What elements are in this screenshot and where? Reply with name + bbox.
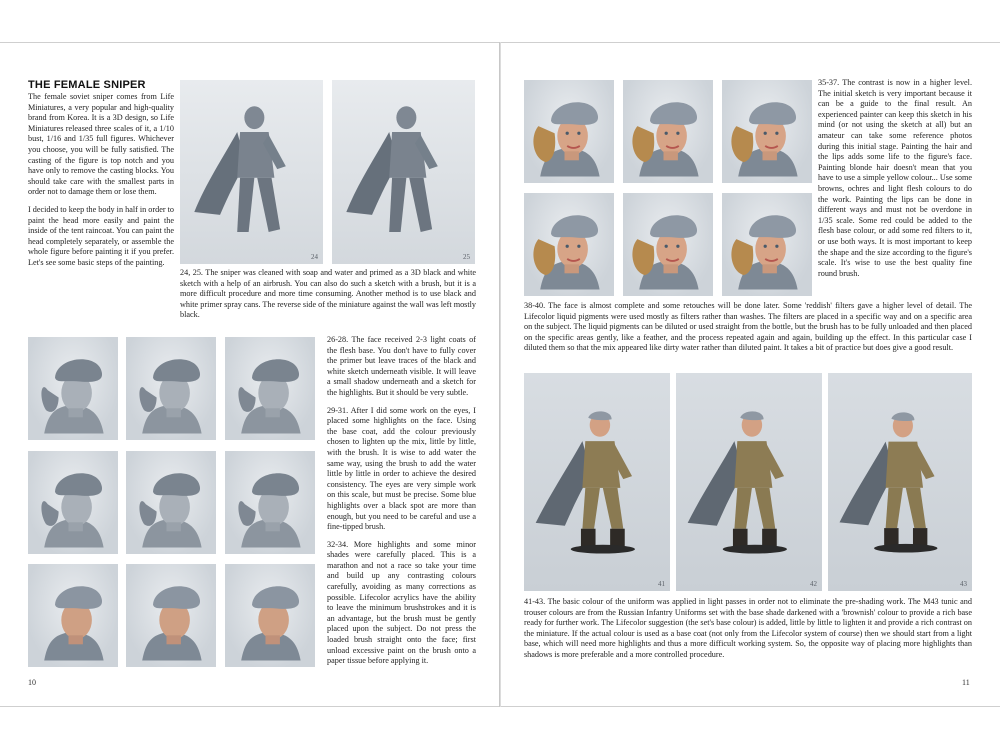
head-image xyxy=(28,564,118,667)
head-image xyxy=(28,337,118,440)
photo-head xyxy=(126,337,216,440)
photo-primed-front xyxy=(180,80,323,264)
photo-figure-painted-3 xyxy=(828,373,972,591)
figure-image xyxy=(676,373,822,591)
page-number-right: 11 xyxy=(962,678,970,687)
photo-head-painted xyxy=(524,193,614,296)
caption-24-25: 24, 25. The sniper was cleaned with soap and water and primed as a 3D black and white sketch with a help of an airbrush. You can also do such a sketch with a brush, but it is a more difficult procedure and more time consuming. Another method is to use black and white primer spray cans. The reverse side of the miniature against the wall was left mostly black. xyxy=(180,268,476,320)
photo-head-painted xyxy=(722,193,812,296)
head-image xyxy=(225,451,315,554)
photo-head-painted xyxy=(722,80,812,183)
photo-head xyxy=(225,564,315,667)
photo-head xyxy=(28,337,118,440)
head-image xyxy=(623,80,713,183)
figure-image xyxy=(524,373,670,591)
photo-number: 41 xyxy=(658,580,665,588)
photo-number: 42 xyxy=(810,580,817,588)
photo-head xyxy=(126,564,216,667)
paragraph-35-37: 35-37. The contrast is now in a higher level. The initial sketch is very important because it can be a guide to the final result. An experienced painter can keep this sketch in his mind (or not using the sketch at all) but an amateur can take some reference photos during this initial stage. Painting the hair and the lips adds some life to the figure's face. Painting blonde hair doesn't mean that you have to use a simple yellow colour... Use some browns, ochres and light flesh colours to do the work. Painting the lips can be done in different ways and must not be overdone in 1/35 scale. Some red could be added to the flesh base colour, or add some red filters to it, or use both ways. It is most important to keep the shape and the size according to the figure's scale. It's wise to use the best quality fine round brush. xyxy=(818,78,972,278)
intro-paragraph-2: I decided to keep the body in half in order to paint the head more easily and paint the inside of the tent raincoat. You can paint the head completely separately, or assemble the whole figure before painting it if you prefer. Let's see some basic steps of the painting. xyxy=(28,204,174,267)
paragraph-32-34: 32-34. More highlights and some minor shades were carefully placed. This is a marathon and not a race so take your time and build up any contrasting colours carefully, avoiding as many corrections as possible. Lifecolor acrylics have the ability to leave the minimum brushstrokes and it is an advantage, but the brush must be gently placed upon the subject. Do not press the loaded brush straight onto the face; first unload excessive paint on the brush onto a paper tissue before applying it. xyxy=(327,539,476,666)
figure-image xyxy=(180,80,323,264)
photo-head xyxy=(28,564,118,667)
viewer-top-bar xyxy=(0,0,1000,42)
head-image xyxy=(524,80,614,183)
head-image xyxy=(28,451,118,554)
steps-text-block xyxy=(327,335,476,680)
photo-head xyxy=(28,451,118,554)
photo-head xyxy=(126,451,216,554)
head-image xyxy=(623,193,713,296)
caption-38-40: 38-40. The face is almost complete and some retouches will be done later. Some 'reddish' filters gave a higher level of detail. The Lifecolor liquid pigments were used mostly as filters rather than washes. The filters are placed in a specific way and on a specific area on the subject. The liquid pigments can be diluted or used straight from the bottle, but the brush has to be fully unloaded and then placed on the specific areas gently, like a feather, and the process repeated again and again, building up the effect. In this particular case I diluted them so that the mix appeared like dirty water rather than diluted paint. It takes a bit of practice but does give a good result. xyxy=(524,301,972,353)
head-image xyxy=(225,337,315,440)
photo-head xyxy=(225,337,315,440)
page-number-left: 10 xyxy=(28,678,36,687)
photo-number: 24 xyxy=(311,253,318,261)
photo-figure-painted-2 xyxy=(676,373,822,591)
head-image xyxy=(722,193,812,296)
intro-text-block xyxy=(28,92,174,287)
head-image xyxy=(126,337,216,440)
paragraph-26-28: 26-28. The face received 2-3 light coats of the flesh base. You don't have to fully cover the primer but leave traces of the black and white sketch underneath visible. It will leave a small shadow underneath and a sketch for the highlights. But it should be very subtle. xyxy=(327,335,476,397)
page-gutter xyxy=(499,42,501,707)
intro-paragraph-1: The female soviet sniper comes from Life Miniatures, a very popular and high-quality brand from Korea. It is a 3D design, so Life Miniatures released three scales of it, a 1/10 bust, 1/16 and 1/35 full figures. Whichever you choose, you will be fully satisfied. The casting of the figure is top notch and you have only to remove the casting blocks. You should take care with the smallest parts in order not to damage them or lose them. xyxy=(28,92,174,197)
paragraph-29-31: 29-31. After I did some work on the eyes, I placed some highlights on the face. Using the base coat, add the colour previously chosen to lighten up the mix, little by little, with the brush. It is wise to add water the same way, using the brush to add the water little by little in order to achieve the desired consistency. The eyes are very simple work on this scale, but must be precise. Some blue highlights over a black spot are more than enough, but you need to be careful and use a fine-tipped brush. xyxy=(327,405,476,532)
photo-number: 25 xyxy=(463,253,470,261)
figure-image xyxy=(828,373,972,591)
article-heading: THE FEMALE SNIPER xyxy=(28,79,146,91)
photo-figure-painted-1 xyxy=(524,373,670,591)
head-image xyxy=(126,564,216,667)
head-image xyxy=(126,451,216,554)
head-image xyxy=(524,193,614,296)
viewer-bottom-bar xyxy=(0,707,1000,750)
head-image xyxy=(722,80,812,183)
photo-head xyxy=(225,451,315,554)
photo-head-painted xyxy=(524,80,614,183)
head-image xyxy=(225,564,315,667)
photo-head-painted xyxy=(623,193,713,296)
figure-image xyxy=(332,80,475,264)
photo-number: 43 xyxy=(960,580,967,588)
photo-primed-back xyxy=(332,80,475,264)
photo-head-painted xyxy=(623,80,713,183)
caption-41-43: 41-43. The basic colour of the uniform was applied in light passes in order not to eliminate the pre-shading work. The M43 tunic and trouser colours are from the Russian Infantry Uniforms set with the base shade darkened with a 'brownish' colour to provide a rich base ready for further work. The Lifecolor suggestion (the set's base colour) is added, little by little to lighten it and provide a rich contrast on the miniature. If the actual colour is used as a base coat (not only from the Lifecolor system of course) then we should start from a light base, which will need more highlights and thus a more difficult working system. So, the opposite way of placing more highlights than shadows is more preferable and a more controlled procedure. xyxy=(524,597,972,659)
